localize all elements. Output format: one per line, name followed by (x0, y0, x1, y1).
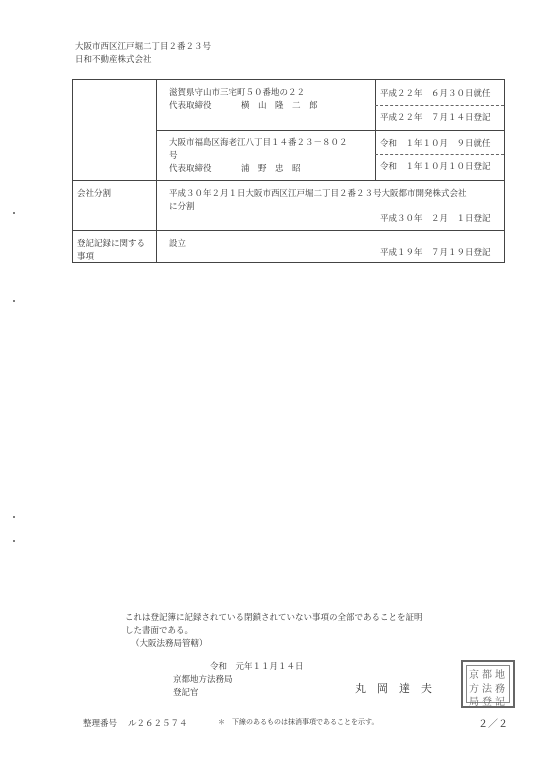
date-dash-2 (375, 154, 504, 155)
officer2-address: 大阪市福島区海老江八丁目１４番２３－８０２ (169, 138, 348, 148)
scan-speck (13, 212, 15, 214)
scan-speck (13, 300, 15, 302)
serial-label: 整理番号 (83, 719, 118, 729)
scan-speck (13, 516, 15, 518)
officer-row-divider (156, 130, 504, 131)
header-company: 日和不動産株式会社 (75, 55, 152, 65)
split-row-divider (73, 180, 504, 181)
split-label: 会社分割 (77, 189, 112, 199)
certificate-office: 京都地方法務局 (173, 675, 233, 685)
certificate-date: 令和 元年１１月１４日 (210, 662, 304, 672)
split-line1: 平成３０年２月１日大阪市西区江戸堀二丁目２番２３号大阪都市開発株式会社 (169, 189, 467, 199)
record-row-divider (73, 230, 504, 231)
certificate-title: 登記官 (173, 688, 199, 698)
officer1-role: 代表取締役 (169, 101, 212, 111)
registrar-name: 丸 岡 達 夫 (355, 682, 432, 695)
registry-table (72, 79, 505, 263)
date-dash-1 (375, 105, 504, 106)
serial-number: ル２６２５７４ (128, 719, 188, 729)
officer1-name: 横 山 隆 二 郎 (241, 101, 318, 111)
record-label-line2: 事項 (77, 252, 95, 262)
certificate-line2: した書面である。 (125, 626, 194, 636)
officer1-registered-date: 平成２２年 ７月１４日登記 (380, 113, 491, 123)
officer1-appointed-date: 平成２２年 ６月３０日就任 (380, 89, 491, 99)
scan-speck (13, 540, 15, 542)
footer-note: ＊ 下線のあるものは抹消事項であることを示す。 (218, 718, 379, 726)
officer2-registered-date: 令和 １年１０月１０日登記 (380, 162, 491, 172)
record-value: 設立 (169, 239, 187, 249)
split-line2: に分割 (169, 202, 195, 212)
officer2-name: 浦 野 忠 昭 (241, 164, 301, 174)
officer2-appointed-date: 令和 １年１０月 ９日就任 (380, 139, 491, 149)
officer2-role: 代表取締役 (169, 164, 212, 174)
certificate-line1: これは登記簿に記録されている閉鎖されていない事項の全部であることを証明 (125, 613, 423, 623)
certificate-jurisdiction: （大阪法務局管轄） (131, 639, 208, 649)
record-label-line1: 登記記録に関する (77, 239, 146, 249)
officer2-address-cont: 号 (169, 151, 178, 161)
split-date: 平成３０年 ２月 １日登記 (380, 214, 491, 224)
officer1-address: 滋賀県守山市三宅町５０番地の２２ (169, 88, 306, 98)
label-column-divider (156, 80, 157, 262)
header-address: 大阪市西区江戸堀二丁目２番２３号 (75, 42, 212, 52)
record-date: 平成１９年 ７月１９日登記 (380, 248, 491, 258)
official-seal: 京 都 地 方 法 務 局 登 記 (461, 660, 515, 708)
page-number: ２／２ (478, 719, 508, 730)
